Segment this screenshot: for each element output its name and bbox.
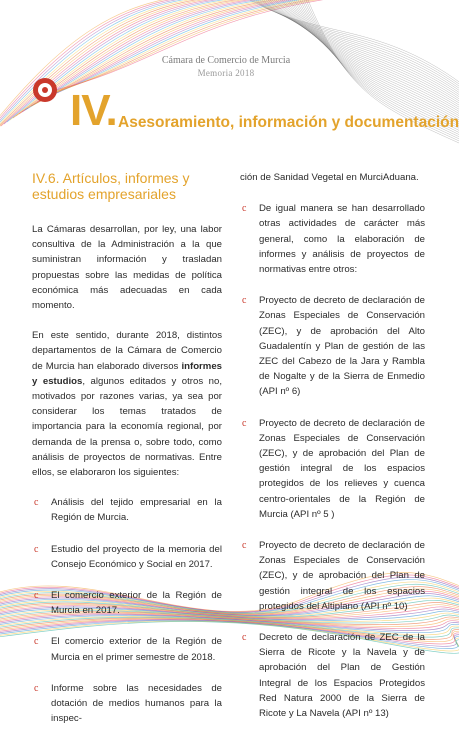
- section-title: IV.6. Artículos, informes y estudios empresariales: [32, 170, 190, 202]
- list-item: c De igual manera se han desarrollado otras actividades de carácter más general, como la elaboración de informes y análisis de proyectos de normativas entre otros:: [242, 203, 425, 276]
- bullet-icon: c: [242, 295, 247, 307]
- chapter-title: Asesoramiento, información y documentación: [118, 114, 459, 131]
- list-item: c El comercio exterior de la Región de Murcia en el primer semestre de 2018.: [34, 636, 222, 663]
- reports-emphasis: informes y estudios: [32, 360, 222, 387]
- list-item: c Proyecto de decreto de declaración de Zonas Especiales de Conservación (ZEC), y de aprobación del Plan de gestión integral de los espacios protegidos de los relieves y cuenca centro-orientales de la Región de Murcia (API nº 5 ): [242, 417, 425, 520]
- list-item: c El comercio exterior de la Región de Murcia en 2017.: [34, 590, 222, 617]
- list-item: c Estudio del proyecto de la memoria del Consejo Económico y Social en 2017.: [34, 543, 222, 570]
- list-item: c Proyecto de decreto de declaración de Zonas Especiales de Conservación (ZEC), y de aprobación del Plan de gestión integral de los espacios protegidos del Altiplano (API nº 10): [242, 540, 425, 612]
- reports-paragraph: En este sentido, durante 2018, distintos departamentos de la Cámara de Comercio de Murcia han elaborado diversos informes y estudios, algunos editados y otros no, motivados por razones varias, ya sea por considerar los temas tratados de importancia para la economía regional, por demanda de la prensa o, sobre todo, como análisis de proyectos de normativas. Entre ellos, se elaboraron los siguientes:: [32, 330, 222, 479]
- chapter-number: IV.: [70, 86, 117, 135]
- bullet-icon: c: [242, 632, 247, 644]
- continued-text: ción de Sanidad Vegetal en MurciAduana.: [240, 172, 419, 183]
- wave-line: [254, 0, 459, 94]
- bullet-icon: c: [34, 497, 39, 509]
- header-subtitle: Memoria 2018: [197, 68, 255, 78]
- bullet-icon: c: [34, 682, 39, 694]
- list-item: c Proyecto de decreto de declaración de Zonas Especiales de Conservación (ZEC), y de aprobación del Alto Guadalentín y Plan de gestión de las ZEC del Cabezo de la Jara y Rambla de Nogalte y de la Sierra de Enmedio (API nº 6): [242, 295, 425, 398]
- bullet-icon: c: [34, 590, 39, 602]
- right-column: [240, 170, 425, 737]
- wave-line: [256, 0, 459, 96]
- bullet-icon: c: [34, 543, 39, 555]
- bullet-icon: c: [34, 636, 39, 648]
- list-item: c Informe sobre las necesidades de dotación de medios humanos para la inspec-: [34, 682, 222, 725]
- bullet-icon: c: [242, 203, 247, 215]
- list-item: c Decreto de declaración de ZEC de la Sierra de Ricote y la Navela y de aprobación del Plan de Gestión Integral de los Espacios Protegidos Red Natura 2000 de la Sierra de Ricote y La Navela (API nº 13): [242, 632, 425, 720]
- bullet-icon: c: [242, 417, 247, 429]
- intro-paragraph: La Cámaras desarrollan, por ley, una labor consultiva de la Administración a la que suministran información y trasladan propuestas sobre las medidas de política económica más adecuadas en cada momento.: [32, 224, 222, 312]
- header-organization: Cámara de Comercio de Murcia: [161, 55, 291, 66]
- page-header: [0, 55, 452, 79]
- list-item: c Análisis del tejido empresarial en la Región de Murcia.: [34, 497, 222, 524]
- left-column: [32, 170, 222, 742]
- chamber-logo-icon: [33, 78, 57, 102]
- bullet-icon: c: [242, 540, 247, 552]
